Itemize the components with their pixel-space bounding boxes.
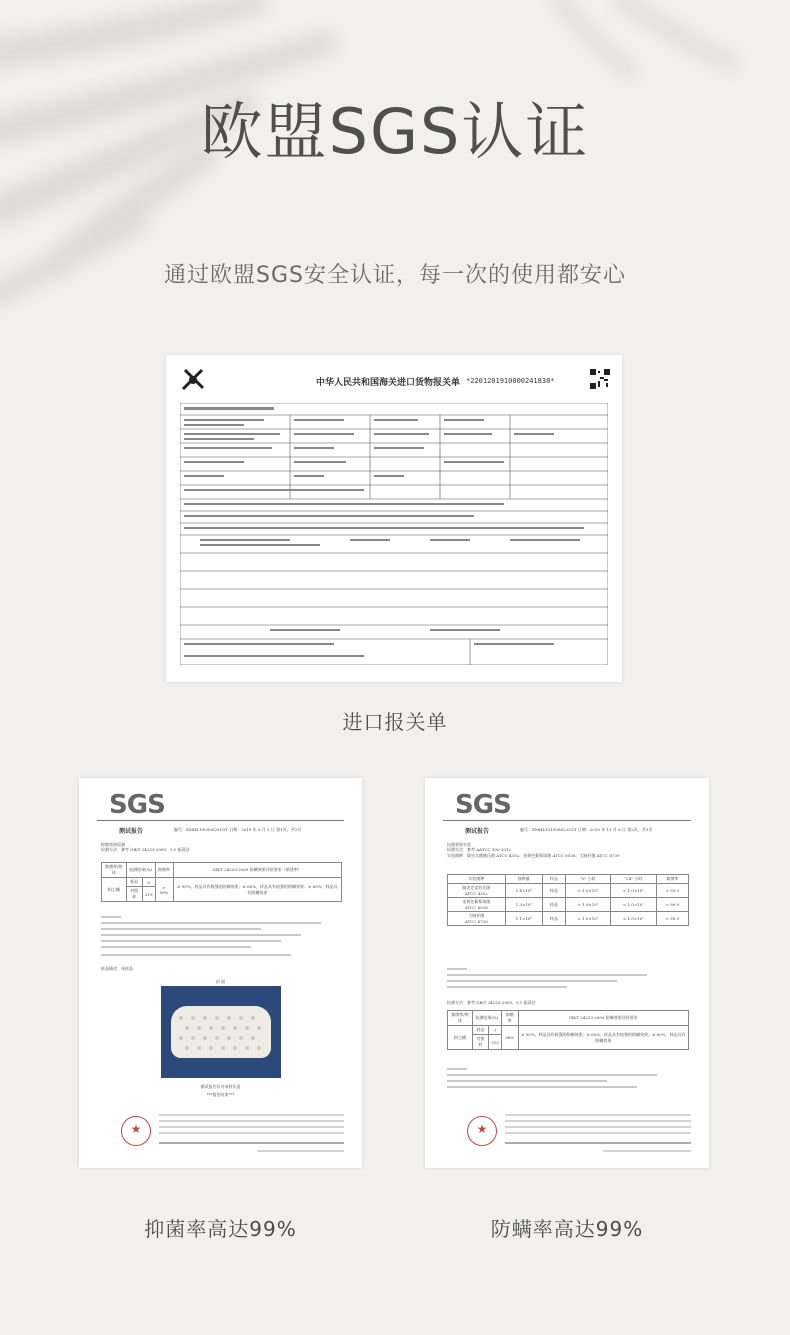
report-date: 日期：2019 年 6 月 3 日 [229,827,275,832]
customs-emblem-icon [180,367,206,393]
pillow-holes-pattern [171,1010,271,1054]
photo-title: 封 面 [215,979,226,984]
table-cell: 样品 [472,1026,488,1035]
sample-label: 样品描述： [101,966,121,971]
test-section-a: 抗菌效果实验 [447,842,471,847]
table-cell: 金黄色葡萄球菌 ATCC 6538 [448,898,506,912]
table-cell: > 99.9 [656,884,688,898]
table-cell: 98% [501,1026,518,1050]
antibacterial-caption: 抑菌率高达99% [144,1217,297,1241]
customs-doc-title: 中华人民共和国海关进口货物报关单 [316,378,461,388]
table-cell: > 99.9 [656,898,688,912]
customs-caption: 进口报关单 [342,710,448,734]
customs-barcode-text: *2201201910000241838* [466,377,555,385]
table-cell: 1.3×10⁵ [505,898,542,912]
table-header: 抑菌率/物体 [102,863,127,878]
bacteria-table-wrap [447,874,689,926]
mite-table: 抑菌率/物体 检测结果(%) 抑菌率 GB/T 24253-2009 防螨效果评价要求 粉尘螨 样品 7 98% ≥ 95%，样品具有极强的防螨效果；≥ 60%，样品具有较强的防螨效果；≥ 60%，样品具有防螨效果 对照样 312 [447,1010,689,1050]
table-cell: 对照样 [126,887,142,902]
customs-form-grid [180,403,608,665]
sgs-report-antimite [425,778,709,1168]
report-page: 第1页，共2页 [276,827,302,832]
table-header: 检测结果(%) [126,863,155,878]
table-cell: 312 [489,1035,502,1050]
report-footer [97,1110,344,1158]
test-standard: 检测方法：参考 GB/T 24253-2009，9.1 振荡法 [101,847,190,853]
notes-text-lines [447,968,687,998]
report-no-text: 编号：XMHL1910006232OT [520,827,577,832]
table-cell: > 99.9 [656,912,688,926]
test-description [101,842,342,853]
report-title: 测试报告 [119,828,144,835]
table-cell: 7 [489,1026,502,1035]
notes-text-lines [447,1068,687,1098]
sgs-logo: SGS [109,790,165,820]
notes-text-lines [101,916,341,960]
report-number [174,827,301,832]
table-cell: 1.1×10⁵ [505,912,542,926]
sgs-report-antibacterial [79,778,362,1168]
report-title: 测试报告 [465,828,490,835]
result-table [101,862,342,902]
test-method-a: 检测方法：参考 AATCC 100-2012 [447,847,512,853]
table-cell: 大肠杆菌 ATCC 8739 [448,912,506,926]
sgs-logo: SGS [455,790,511,820]
table-cell: 粉尘螨 [102,878,127,902]
report-date: 日期：2019 年 11 月 6 日 [577,827,626,832]
report-no-text: 编号：XMHL190500291OT [174,827,228,832]
table-cell: 肺炎克雷伯氏菌 ATCC 4352 [448,884,506,898]
sample-description [101,966,342,971]
report-number [520,827,652,832]
table-cell: 219 [142,887,155,902]
header-divider [443,820,691,821]
mite-method: 检测方法：参考 GB/T 24253-2009，9.1 振荡法 [447,1000,536,1005]
table-header: 抑菌率 [155,863,173,878]
table-cell: 0 [142,878,155,887]
sample-value: 该样品 [121,966,133,971]
report-footer [443,1110,691,1158]
sgs-stamp-icon [121,1116,151,1146]
test-description [447,842,689,858]
table-cell: > 99% [155,878,173,902]
report-page: 第2页，共3页 [627,827,653,832]
table-cell: 1.4×10⁵ [505,884,542,898]
strain-note: 实验菌种：除虫实菌菌氏菌 ATCC 4352、金黄色葡萄球菌 ATCC 6538、大肠杆菌 ATCC 8739 [447,852,620,858]
pillow-photo [161,986,281,1078]
mite-table-wrap [447,1010,689,1050]
page-subtitle: 通过欧盟SGS安全认证，每一次的使用都安心 [164,263,626,288]
report-end-note: ***报告结束*** [206,1092,235,1097]
page-title: 欧盟SGS认证 [200,95,590,168]
customs-declaration-document [166,355,622,682]
result-table-wrap [101,862,342,902]
photo-caption: 测试报告仅对来样负责 [200,1084,241,1089]
table-cell: ≥ 95%，样品具有极强的防螨效果；≥ 60%，样品具有较强的防螨效果；≥ 60%，样品具有防螨效果 [173,878,341,902]
header-divider [97,820,344,821]
bacteria-table: 实验菌种 接种量 样品 "0" 小时 "24" 小时 抑菌率 肺炎克雷伯氏菌 ATCC 4352 1.4×10⁵ 样品 < 1.0×10¹ < 1.0×10¹ > 99.9 金黄色葡萄球菌 ATCC 6538 1.3×10⁵ 样品 < 1.0×10¹ < 1.0×10¹ > 99.9 大肠杆菌 ATCC 8739 1.1×10⁵ 样品 < 1.0×10¹ < 1.0×10¹ > 99.9 [447,874,689,926]
sgs-stamp-icon [467,1116,497,1146]
antimite-caption: 防螨率高达99% [490,1217,644,1241]
table-cell: 对照样 [472,1035,488,1050]
qr-code-icon [590,369,610,389]
test-item: 抑菌效果检测 [101,842,125,847]
table-cell: 粉尘螨 [448,1026,473,1050]
table-cell: 样品 [126,878,142,887]
table-header: GB/T 24253-2009 防螨效果评价要求（新建率） [173,863,341,878]
